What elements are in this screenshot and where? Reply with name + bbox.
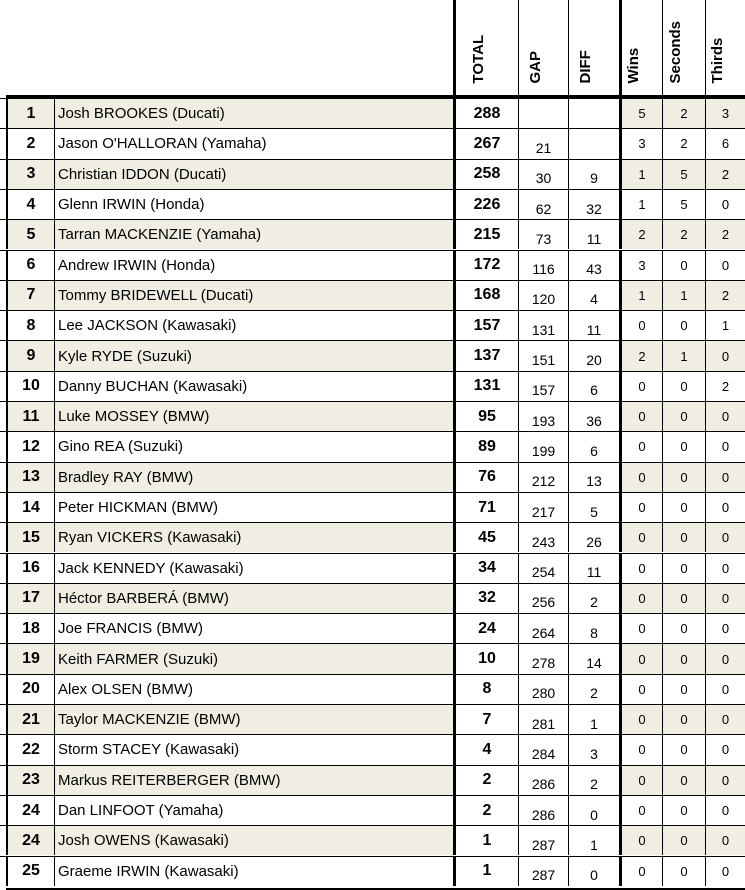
diff-cell: 2 xyxy=(568,675,619,704)
seconds-cell: 5 xyxy=(662,160,705,189)
thirds-cell: 0 xyxy=(705,766,745,795)
wins-cell: 1 xyxy=(619,190,662,219)
rank-cell: 7 xyxy=(6,281,54,310)
total-cell: 95 xyxy=(453,402,518,431)
table-row xyxy=(0,825,745,855)
rank-cell: 12 xyxy=(6,432,54,461)
rank-cell: 10 xyxy=(6,372,54,401)
rank-cell: 13 xyxy=(6,463,54,492)
wins-cell: 0 xyxy=(619,675,662,704)
wins-cell: 0 xyxy=(619,523,662,552)
driver-name-cell: Andrew IRWIN (Honda) xyxy=(54,251,453,280)
seconds-cell: 2 xyxy=(662,129,705,158)
gap-cell: 256 xyxy=(518,584,568,613)
wins-cell: 0 xyxy=(619,372,662,401)
driver-name-cell: Alex OLSEN (BMW) xyxy=(54,675,453,704)
rank-cell: 22 xyxy=(6,735,54,764)
total-cell: 131 xyxy=(453,372,518,401)
rank-cell: 4 xyxy=(6,190,54,219)
seconds-cell: 0 xyxy=(662,857,705,886)
diff-cell xyxy=(568,129,619,158)
thirds-cell: 0 xyxy=(705,675,745,704)
total-cell: 258 xyxy=(453,160,518,189)
table-row xyxy=(0,371,745,401)
wins-cell: 3 xyxy=(619,251,662,280)
thirds-cell: 3 xyxy=(705,99,745,128)
gap-cell xyxy=(518,99,568,128)
thirds-cell: 0 xyxy=(705,614,745,643)
diff-cell: 2 xyxy=(568,584,619,613)
gap-cell: 151 xyxy=(518,341,568,370)
driver-name-cell: Bradley RAY (BMW) xyxy=(54,463,453,492)
total-cell: 34 xyxy=(453,554,518,583)
diff-cell: 8 xyxy=(568,614,619,643)
wins-cell: 0 xyxy=(619,766,662,795)
seconds-cell: 2 xyxy=(662,220,705,249)
diff-cell: 5 xyxy=(568,493,619,522)
driver-name-cell: Kyle RYDE (Suzuki) xyxy=(54,341,453,370)
thirds-cell: 0 xyxy=(705,190,745,219)
driver-name-cell: Taylor MACKENZIE (BMW) xyxy=(54,705,453,734)
total-cell: 76 xyxy=(453,463,518,492)
table-row xyxy=(0,250,745,280)
seconds-cell: 0 xyxy=(662,766,705,795)
total-cell: 226 xyxy=(453,190,518,219)
total-cell: 1 xyxy=(453,857,518,886)
rank-cell: 6 xyxy=(6,251,54,280)
gap-cell: 286 xyxy=(518,796,568,825)
thirds-cell: 0 xyxy=(705,826,745,855)
wins-cell: 3 xyxy=(619,129,662,158)
driver-name-cell: Tommy BRIDEWELL (Ducati) xyxy=(54,281,453,310)
rank-cell: 5 xyxy=(6,220,54,249)
seconds-cell: 0 xyxy=(662,402,705,431)
table-row xyxy=(0,613,745,643)
thirds-cell: 0 xyxy=(705,523,745,552)
driver-name-cell: Jack KENNEDY (Kawasaki) xyxy=(54,554,453,583)
table-header xyxy=(0,0,745,96)
total-cell: 157 xyxy=(453,311,518,340)
wins-cell: 0 xyxy=(619,493,662,522)
diff-cell: 6 xyxy=(568,432,619,461)
gap-cell: 278 xyxy=(518,644,568,673)
gap-cell: 280 xyxy=(518,675,568,704)
diff-cell: 11 xyxy=(568,311,619,340)
thirds-cell: 0 xyxy=(705,251,745,280)
diff-cell: 11 xyxy=(568,554,619,583)
table-row xyxy=(0,553,745,583)
table-row xyxy=(0,462,745,492)
wins-cell: 1 xyxy=(619,160,662,189)
table-row xyxy=(0,280,745,310)
wins-cell: 0 xyxy=(619,614,662,643)
header-thirds-label: Thirds xyxy=(708,37,726,84)
driver-name-cell: Danny BUCHAN (Kawasaki) xyxy=(54,372,453,401)
total-cell: 2 xyxy=(453,766,518,795)
gap-cell: 287 xyxy=(518,826,568,855)
gap-cell: 281 xyxy=(518,705,568,734)
seconds-cell: 1 xyxy=(662,341,705,370)
rank-cell: 25 xyxy=(6,857,54,886)
gap-cell: 116 xyxy=(518,251,568,280)
rank-cell: 23 xyxy=(6,766,54,795)
header-gap-label: GAP xyxy=(526,50,544,84)
total-cell: 172 xyxy=(453,251,518,280)
diff-cell: 0 xyxy=(568,857,619,886)
rank-cell: 18 xyxy=(6,614,54,643)
table-row xyxy=(0,492,745,522)
thirds-cell: 0 xyxy=(705,644,745,673)
driver-name-cell: Luke MOSSEY (BMW) xyxy=(54,402,453,431)
rank-cell: 16 xyxy=(6,554,54,583)
gap-cell: 217 xyxy=(518,493,568,522)
thirds-cell: 0 xyxy=(705,584,745,613)
driver-name-cell: Joe FRANCIS (BMW) xyxy=(54,614,453,643)
table-row xyxy=(0,704,745,734)
wins-cell: 0 xyxy=(619,402,662,431)
gap-cell: 264 xyxy=(518,614,568,643)
diff-cell: 20 xyxy=(568,341,619,370)
wins-cell: 0 xyxy=(619,463,662,492)
diff-cell: 43 xyxy=(568,251,619,280)
gap-cell: 212 xyxy=(518,463,568,492)
thirds-cell: 0 xyxy=(705,796,745,825)
table-row xyxy=(0,765,745,795)
wins-cell: 0 xyxy=(619,584,662,613)
rank-cell: 9 xyxy=(6,341,54,370)
rank-cell: 14 xyxy=(6,493,54,522)
gap-cell: 199 xyxy=(518,432,568,461)
seconds-cell: 0 xyxy=(662,675,705,704)
seconds-cell: 1 xyxy=(662,281,705,310)
thirds-cell: 0 xyxy=(705,554,745,583)
wins-cell: 0 xyxy=(619,644,662,673)
driver-name-cell: Keith FARMER (Suzuki) xyxy=(54,644,453,673)
gap-cell: 30 xyxy=(518,160,568,189)
total-cell: 1 xyxy=(453,826,518,855)
thirds-cell: 1 xyxy=(705,311,745,340)
wins-cell: 1 xyxy=(619,281,662,310)
table-row xyxy=(0,674,745,704)
table-row xyxy=(0,159,745,189)
seconds-cell: 0 xyxy=(662,644,705,673)
wins-cell: 0 xyxy=(619,705,662,734)
total-cell: 2 xyxy=(453,796,518,825)
rank-cell: 17 xyxy=(6,584,54,613)
seconds-cell: 0 xyxy=(662,493,705,522)
rank-cell: 8 xyxy=(6,311,54,340)
driver-name-cell: Ryan VICKERS (Kawasaki) xyxy=(54,523,453,552)
driver-name-cell: Lee JACKSON (Kawasaki) xyxy=(54,311,453,340)
total-cell: 168 xyxy=(453,281,518,310)
thirds-cell: 6 xyxy=(705,129,745,158)
rank-cell: 11 xyxy=(6,402,54,431)
driver-name-cell: Gino REA (Suzuki) xyxy=(54,432,453,461)
gap-cell: 286 xyxy=(518,766,568,795)
header-total-label: TOTAL xyxy=(470,34,487,84)
thirds-cell: 0 xyxy=(705,432,745,461)
total-cell: 288 xyxy=(453,99,518,128)
table-row xyxy=(0,219,745,249)
wins-cell: 0 xyxy=(619,826,662,855)
rank-cell: 3 xyxy=(6,160,54,189)
table-row xyxy=(0,340,745,370)
diff-cell: 0 xyxy=(568,796,619,825)
thirds-cell: 0 xyxy=(705,705,745,734)
table-row xyxy=(0,643,745,673)
total-cell: 89 xyxy=(453,432,518,461)
thirds-cell: 2 xyxy=(705,160,745,189)
driver-name-cell: Markus REITERBERGER (BMW) xyxy=(54,766,453,795)
diff-cell xyxy=(568,99,619,128)
total-cell: 10 xyxy=(453,644,518,673)
table-row xyxy=(0,734,745,764)
gap-cell: 284 xyxy=(518,735,568,764)
driver-name-cell: Graeme IRWIN (Kawasaki) xyxy=(54,857,453,886)
table-row xyxy=(0,583,745,613)
header-seconds xyxy=(662,0,705,96)
seconds-cell: 0 xyxy=(662,463,705,492)
table-row xyxy=(0,189,745,219)
diff-cell: 9 xyxy=(568,160,619,189)
seconds-cell: 0 xyxy=(662,554,705,583)
thirds-cell: 0 xyxy=(705,735,745,764)
thirds-cell: 2 xyxy=(705,281,745,310)
driver-name-cell: Tarran MACKENZIE (Yamaha) xyxy=(54,220,453,249)
header-wins xyxy=(619,0,662,96)
gap-cell: 62 xyxy=(518,190,568,219)
table-row xyxy=(0,795,745,825)
wins-cell: 0 xyxy=(619,735,662,764)
rank-cell: 24 xyxy=(6,796,54,825)
total-cell: 7 xyxy=(453,705,518,734)
rank-cell: 1 xyxy=(6,99,54,128)
total-cell: 137 xyxy=(453,341,518,370)
gap-cell: 243 xyxy=(518,523,568,552)
header-seconds-label: Seconds xyxy=(667,20,684,84)
table-row xyxy=(0,128,745,158)
rank-cell: 24 xyxy=(6,826,54,855)
total-cell: 8 xyxy=(453,675,518,704)
header-diff xyxy=(568,0,619,96)
total-cell: 24 xyxy=(453,614,518,643)
driver-name-cell: Peter HICKMAN (BMW) xyxy=(54,493,453,522)
rank-cell: 21 xyxy=(6,705,54,734)
thirds-cell: 2 xyxy=(705,372,745,401)
diff-cell: 2 xyxy=(568,766,619,795)
wins-cell: 0 xyxy=(619,432,662,461)
driver-name-cell: Jason O'HALLORAN (Yamaha) xyxy=(54,129,453,158)
rank-cell: 20 xyxy=(6,675,54,704)
total-cell: 71 xyxy=(453,493,518,522)
seconds-cell: 0 xyxy=(662,826,705,855)
driver-name-cell: Josh OWENS (Kawasaki) xyxy=(54,826,453,855)
rank-cell: 15 xyxy=(6,523,54,552)
seconds-cell: 0 xyxy=(662,311,705,340)
table-row xyxy=(0,310,745,340)
thirds-cell: 0 xyxy=(705,857,745,886)
total-cell: 45 xyxy=(453,523,518,552)
diff-cell: 26 xyxy=(568,523,619,552)
seconds-cell: 0 xyxy=(662,735,705,764)
table-row xyxy=(0,522,745,552)
driver-name-cell: Glenn IRWIN (Honda) xyxy=(54,190,453,219)
driver-name-cell: Storm STACEY (Kawasaki) xyxy=(54,735,453,764)
header-gap xyxy=(518,0,568,96)
table-row xyxy=(0,98,745,128)
seconds-cell: 0 xyxy=(662,705,705,734)
header-total xyxy=(453,0,518,96)
header-thirds xyxy=(705,0,745,96)
seconds-cell: 0 xyxy=(662,523,705,552)
diff-cell: 32 xyxy=(568,190,619,219)
wins-cell: 0 xyxy=(619,311,662,340)
wins-cell: 0 xyxy=(619,554,662,583)
table-row xyxy=(0,401,745,431)
diff-cell: 11 xyxy=(568,220,619,249)
seconds-cell: 0 xyxy=(662,372,705,401)
diff-cell: 1 xyxy=(568,826,619,855)
wins-cell: 2 xyxy=(619,341,662,370)
gap-cell: 287 xyxy=(518,857,568,886)
total-cell: 267 xyxy=(453,129,518,158)
thirds-cell: 0 xyxy=(705,402,745,431)
rank-cell: 19 xyxy=(6,644,54,673)
gap-cell: 73 xyxy=(518,220,568,249)
wins-cell: 0 xyxy=(619,796,662,825)
seconds-cell: 0 xyxy=(662,796,705,825)
gap-cell: 157 xyxy=(518,372,568,401)
diff-cell: 14 xyxy=(568,644,619,673)
seconds-cell: 5 xyxy=(662,190,705,219)
gap-cell: 131 xyxy=(518,311,568,340)
driver-name-cell: Dan LINFOOT (Yamaha) xyxy=(54,796,453,825)
header-diff-label: DIFF xyxy=(577,50,594,84)
seconds-cell: 0 xyxy=(662,432,705,461)
wins-cell: 2 xyxy=(619,220,662,249)
diff-cell: 13 xyxy=(568,463,619,492)
driver-name-cell: Héctor BARBERÁ (BMW) xyxy=(54,584,453,613)
diff-cell: 4 xyxy=(568,281,619,310)
header-wins-label: Wins xyxy=(625,47,642,84)
total-cell: 32 xyxy=(453,584,518,613)
diff-cell: 1 xyxy=(568,705,619,734)
gap-cell: 254 xyxy=(518,554,568,583)
seconds-cell: 0 xyxy=(662,614,705,643)
thirds-cell: 0 xyxy=(705,463,745,492)
driver-name-cell: Christian IDDON (Ducati) xyxy=(54,160,453,189)
gap-cell: 21 xyxy=(518,129,568,158)
gap-cell: 120 xyxy=(518,281,568,310)
seconds-cell: 0 xyxy=(662,584,705,613)
diff-cell: 3 xyxy=(568,735,619,764)
diff-cell: 6 xyxy=(568,372,619,401)
wins-cell: 0 xyxy=(619,857,662,886)
seconds-cell: 0 xyxy=(662,251,705,280)
driver-name-cell: Josh BROOKES (Ducati) xyxy=(54,99,453,128)
seconds-cell: 2 xyxy=(662,99,705,128)
gap-cell: 193 xyxy=(518,402,568,431)
wins-cell: 5 xyxy=(619,99,662,128)
total-cell: 215 xyxy=(453,220,518,249)
thirds-cell: 0 xyxy=(705,493,745,522)
total-cell: 4 xyxy=(453,735,518,764)
table-row xyxy=(0,856,745,886)
table-row xyxy=(0,431,745,461)
thirds-cell: 2 xyxy=(705,220,745,249)
rank-cell: 2 xyxy=(6,129,54,158)
diff-cell: 36 xyxy=(568,402,619,431)
thirds-cell: 0 xyxy=(705,341,745,370)
